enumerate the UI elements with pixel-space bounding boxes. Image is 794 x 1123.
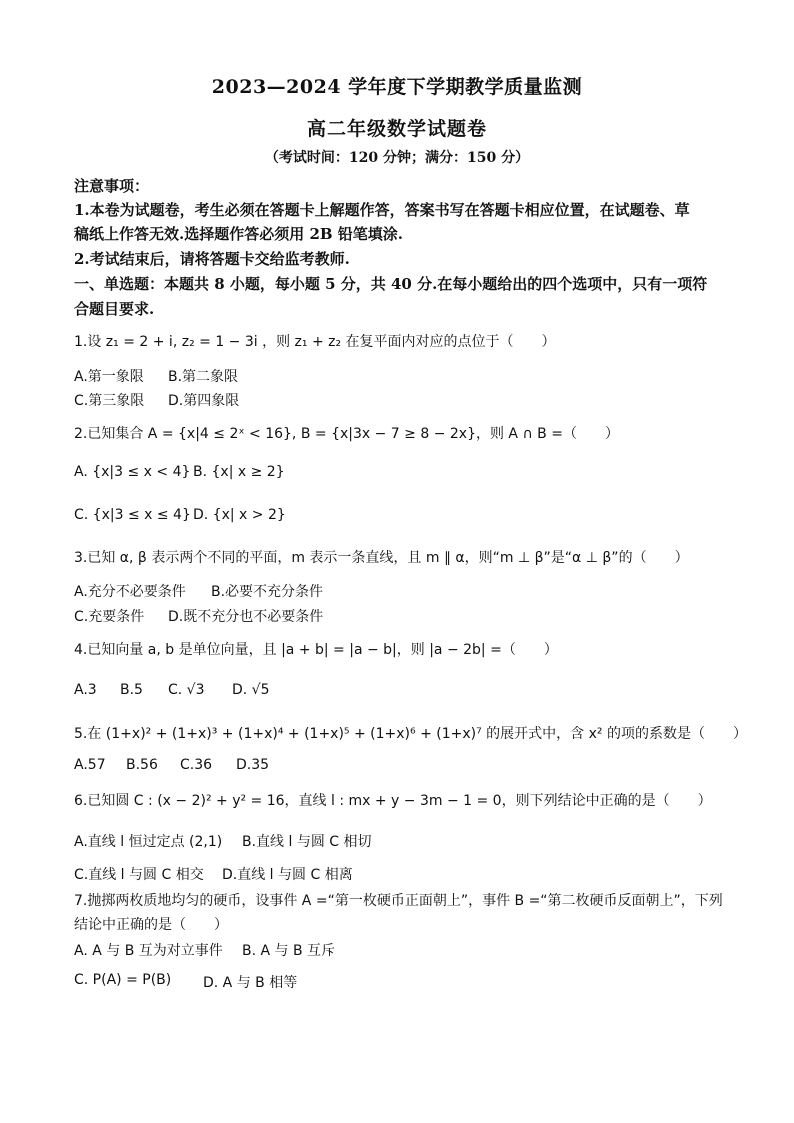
question-1-option-a[interactable]: A.第一象限 — [74, 369, 144, 385]
exam-info: （考试时间：120 分钟；满分：150 分） — [264, 150, 530, 166]
notice-heading: 注意事项： — [74, 177, 150, 195]
question-7-option-b[interactable]: B. A 与 B 互斥 — [242, 943, 336, 959]
question-5-option-d[interactable]: D.35 — [236, 757, 270, 773]
question-2-option-a[interactable]: A. {x|3 ≤ x < 4} — [74, 464, 191, 480]
question-3-option-b[interactable]: B.必要不充分条件 — [211, 584, 324, 600]
question-3-option-c[interactable]: C.充要条件 — [74, 609, 145, 625]
question-3-option-d[interactable]: D.既不充分也不必要条件 — [168, 609, 324, 625]
question-2-stem: 2.已知集合 A = {x|4 ≤ 2ˣ < 16}, B = {x|3x − 7 ≥ 8 − 2x}，则 A ∩ B =（ ） — [74, 426, 619, 442]
question-7-stem-line1: 7.抛掷两枚质地均匀的硬币，设事件 A =“第一枚硬币正面朝上”，事件 B =“第二枚硬币反面朝上”，下列 — [74, 893, 723, 909]
exam-title: 2023—2024 学年度下学期教学质量监测 — [211, 76, 583, 98]
question-4-option-d[interactable]: D. √5 — [232, 682, 270, 698]
exam-subtitle: 高二年级数学试题卷 — [306, 118, 487, 140]
question-2-option-d[interactable]: D. {x| x > 2} — [193, 507, 286, 523]
question-1-option-d[interactable]: D.第四象限 — [168, 393, 240, 409]
question-6-option-c[interactable]: C.直线 l 与圆 C 相交 — [74, 867, 204, 883]
question-3-stem: 3.已知 α, β 表示两个不同的平面，m 表示一条直线，且 m ∥ α，则“m ⊥ β”是“α ⊥ β”的（ ） — [74, 550, 689, 566]
question-1-stem: 1.设 z₁ = 2 + i, z₂ = 1 − 3i ，则 z₁ + z₂ 在复平面内对应的点位于（ ） — [74, 334, 556, 350]
notice-item1-line1: 1.本卷为试题卷，考生必须在答题卡上解题作答，答案书写在答题卡相应位置，在试题卷、草 — [74, 201, 690, 219]
question-6-option-a[interactable]: A.直线 l 恒过定点 (2,1) — [74, 834, 223, 850]
question-6-option-d[interactable]: D.直线 l 与圆 C 相离 — [222, 867, 353, 883]
question-7-stem-line2: 结论中正确的是（ ） — [74, 917, 228, 933]
notice-item2: 2.考试结束后，请将答题卡交给监考教师. — [74, 250, 350, 268]
notice-item1-line2: 稿纸上作答无效.选择题作答必须用 2B 铅笔填涂. — [74, 225, 404, 243]
question-2-option-b[interactable]: B. {x| x ≥ 2} — [193, 464, 285, 480]
question-5-option-b[interactable]: B.56 — [126, 757, 158, 773]
question-6-stem: 6.已知圆 C : (x − 2)² + y² = 16，直线 l : mx + y − 3m − 1 = 0，则下列结论中正确的是（ ） — [74, 793, 712, 809]
question-5-stem: 5.在 (1+x)² + (1+x)³ + (1+x)⁴ + (1+x)⁵ + (1+x)⁶ + (1+x)⁷ 的展开式中，含 x² 的项的系数是（ ） — [74, 726, 747, 742]
section-heading-line2: 合题目要求. — [74, 300, 155, 318]
question-7-option-c[interactable]: C. P(A) = P(B) — [74, 972, 172, 988]
question-5-option-c[interactable]: C.36 — [180, 757, 213, 773]
question-7-option-a[interactable]: A. A 与 B 互为对立事件 — [74, 943, 223, 959]
question-2-option-c[interactable]: C. {x|3 ≤ x ≤ 4} — [74, 507, 191, 523]
question-3-option-a[interactable]: A.充分不必要条件 — [74, 584, 186, 600]
question-4-option-b[interactable]: B.5 — [120, 682, 143, 698]
question-4-option-c[interactable]: C. √3 — [168, 682, 205, 698]
question-1-option-c[interactable]: C.第三象限 — [74, 393, 145, 409]
question-6-option-b[interactable]: B.直线 l 与圆 C 相切 — [242, 834, 372, 850]
section-heading-line1: 一、单选题：本题共 8 小题，每小题 5 分，共 40 分.在每小题给出的四个选项中，只有一项符 — [74, 275, 708, 293]
question-4-stem: 4.已知向量 a, b 是单位向量，且 |a + b| = |a − b|，则 |a − 2b| =（ ） — [74, 642, 558, 658]
question-5-option-a[interactable]: A.57 — [74, 757, 106, 773]
question-7-option-d[interactable]: D. A 与 B 相等 — [203, 975, 298, 991]
question-4-option-a[interactable]: A.3 — [74, 682, 97, 698]
question-1-option-b[interactable]: B.第二象限 — [168, 369, 239, 385]
